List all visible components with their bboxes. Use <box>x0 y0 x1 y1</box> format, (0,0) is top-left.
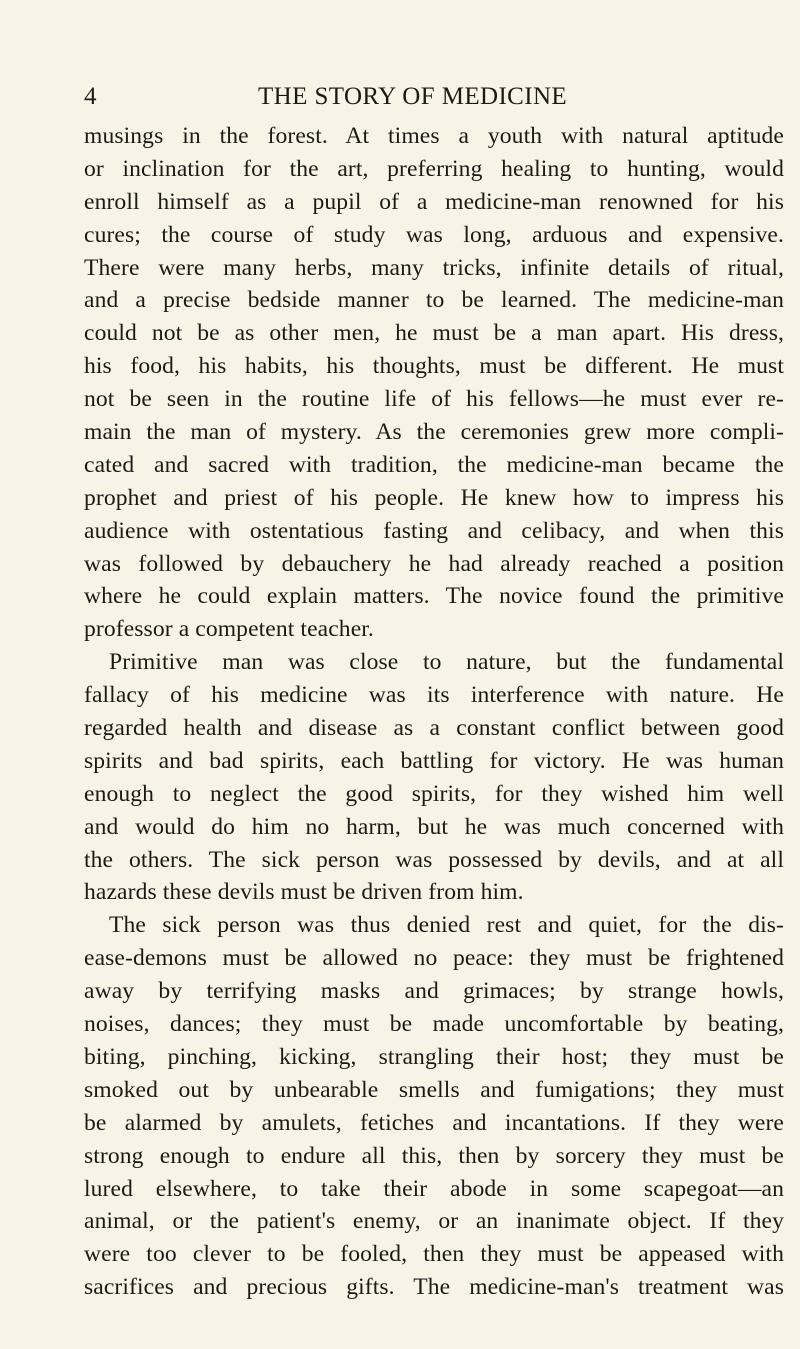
text-line: smoked out by unbearable smells and fumigations; they must <box>84 1076 784 1103</box>
text-line: and a precise bedside manner to be learned. The medicine-man <box>84 287 784 314</box>
text-line: not be seen in the routine life of his fellows—he must ever re- <box>84 386 784 413</box>
text-line: musings in the forest. At times a youth with natural aptitude <box>84 123 784 149</box>
text-line: his food, his habits, his thoughts, must be different. He must <box>84 353 784 380</box>
page-header <box>84 82 746 116</box>
text-line: professor a competent teacher. <box>84 616 374 643</box>
text-line: enough to neglect the good spirits, for they wished him well <box>84 780 784 807</box>
text-line: cures; the course of study was long, arduous and expensive. <box>84 221 784 248</box>
text-line: prophet and priest of his people. He knew how to impress his <box>84 484 784 511</box>
text-line: noises, dances; they must be made uncomfortable by beating, <box>84 1011 784 1038</box>
text-line: spirits and bad spirits, each battling for victory. He was human <box>84 747 784 774</box>
text-line: audience with ostentatious fasting and celibacy, and when this <box>84 517 784 544</box>
text-line: where he could explain matters. The novice found the primitive <box>84 583 784 610</box>
text-line: Primitive man was close to nature, but the fundamental <box>109 649 784 676</box>
text-line: cated and sacred with tradition, the medicine-man became the <box>84 451 784 478</box>
text-line: was followed by debauchery he had already reached a position <box>84 550 784 577</box>
text-line: the others. The sick person was possessed by devils, and at all <box>84 846 784 873</box>
text-line: and would do him no harm, but he was much concerned with <box>84 813 784 840</box>
running-head: THE STORY OF MEDICINE <box>258 83 568 110</box>
text-line: or inclination for the art, preferring healing to hunting, would <box>84 155 784 182</box>
text-line: lured elsewhere, to take their abode in some scapegoat—an <box>84 1175 784 1202</box>
text-line: fallacy of his medicine was its interference with nature. He <box>84 682 784 709</box>
text-line: biting, pinching, kicking, strangling their host; they must be <box>84 1043 784 1070</box>
text-line: hazards these devils must be driven from him. <box>84 879 524 906</box>
text-line: animal, or the patient's enemy, or an inanimate object. If they <box>84 1208 784 1235</box>
text-line: could not be as other men, he must be a man apart. His dress, <box>84 320 784 347</box>
text-line: sacrifices and precious gifts. The medicine-man's treatment was <box>84 1274 784 1301</box>
page-number: 4 <box>84 83 97 110</box>
text-line: regarded health and disease as a constant conflict between good <box>84 715 784 742</box>
text-line: The sick person was thus denied rest and quiet, for the dis- <box>109 912 784 939</box>
text-line: away by terrifying masks and grimaces; by strange howls, <box>84 978 784 1005</box>
text-line: be alarmed by amulets, fetiches and incantations. If they were <box>84 1109 784 1136</box>
body-text <box>84 120 784 1304</box>
text-line: main the man of mystery. As the ceremonies grew more compli- <box>84 419 784 446</box>
text-line: There were many herbs, many tricks, infinite details of ritual, <box>84 254 784 281</box>
text-line: ease-demons must be allowed no peace: they must be frightened <box>84 945 784 972</box>
text-line: strong enough to endure all this, then by sorcery they must be <box>84 1142 784 1169</box>
text-line: were too clever to be fooled, then they must be appeased with <box>84 1241 784 1268</box>
text-line: enroll himself as a pupil of a medicine-man renowned for his <box>84 188 784 215</box>
